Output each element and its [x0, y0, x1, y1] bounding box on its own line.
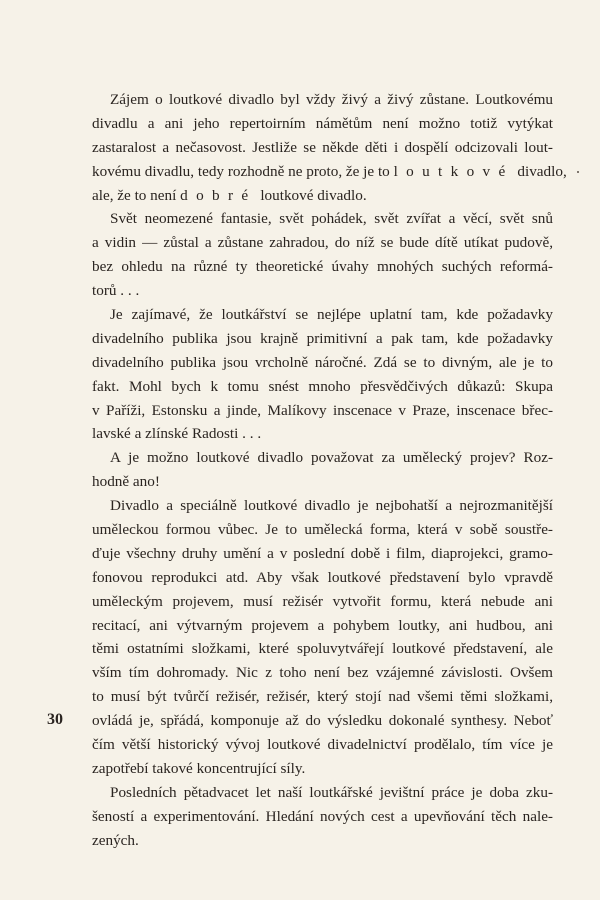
body-text — [92, 88, 567, 853]
text-line: zapotřebí takové koncentrující síly. — [92, 759, 306, 777]
text-line: fonovou reprodukci atd. Aby však loutkové představení bylo vpravdě — [92, 568, 553, 586]
text-line: čím větší historický vývoj loutkové divadelnictví prodělalo, tím více je — [92, 736, 553, 754]
text-line: bez ohledu na různé ty theoretické úvahy mnohých suchých reformá- — [92, 258, 553, 276]
print-speck — [577, 171, 579, 173]
text-line: to musí být tvůrčí režisér, režisér, který stojí nad všemi těmi složkami, — [92, 688, 553, 706]
text-line: Divadlo a speciálně loutkové divadlo je nejbohatší a nejrozmanitější — [110, 497, 553, 515]
text-line: lavské a zlínské Radosti . . . — [92, 425, 262, 443]
text-line: divadelního publika jsou vrcholně náročné. Zdá se to divným, ale je to — [92, 353, 553, 371]
text-line: torů . . . — [92, 282, 140, 300]
text-line: divadlu a ani jeho repertoirním námětům není možno totiž vytýkat — [92, 114, 553, 132]
paragraph — [92, 88, 567, 207]
text-line: šeností a experimentování. Hledání nových cest a upevňování těch nale- — [92, 807, 553, 825]
text-line: ďuje všechny druhy umění a v poslední době i film, diaprojekci, gramo- — [92, 544, 553, 562]
text-line: uměleckou formou vůbec. Je to umělecká forma, která v sobě soustře- — [92, 521, 553, 539]
paragraph — [92, 446, 553, 494]
text-line — [92, 184, 553, 208]
paragraph — [92, 207, 553, 303]
text-line: Posledních pětadvacet let naší loutkářské jevištní práce je doba zku- — [110, 783, 553, 801]
text-line — [92, 160, 567, 184]
text-line: v Paříži, Estonsku a jinde, Malíkovy inscenace v Praze, inscenace břec- — [92, 401, 553, 419]
text-line: zených. — [92, 831, 139, 849]
line-segment: loutkové divadlo. — [256, 186, 367, 204]
text-line: zastaralost a nečasovost. Jestliže se někde děti i dospělí odcizovali lout- — [92, 138, 553, 156]
text-line: a vidin — zůstal a zůstane zahradou, do níž se bude dítě utíkat pudově, — [92, 234, 553, 252]
text-line: recitací, ani výtvarným projevem a pohybem loutky, ani hudbou, ani — [92, 616, 553, 634]
page-number: 30 — [47, 711, 63, 728]
line-segment: ale, že to není — [92, 186, 181, 204]
paragraph — [92, 494, 553, 781]
text-line: A je možno loutkové divadlo považovat za umělecký projev? Roz- — [110, 449, 553, 467]
paragraph — [92, 781, 553, 853]
text-line: divadelního publika jsou krajně primitivní a pak tam, kde požadavky — [92, 329, 553, 347]
line-segment: divadlo, — [513, 162, 567, 180]
paragraph — [92, 303, 553, 446]
text-line: těmi ostatními složkami, které spoluvytvářejí loutkové představení, ale — [92, 640, 553, 658]
line-segment: kovému divadlu, tedy rozhodně ne proto, že je to — [92, 162, 394, 180]
text-line: Zájem o loutkové divadlo byl vždy živý a živý zůstane. Loutkovému — [110, 91, 553, 108]
text-line: fakt. Mohl bych k tomu snést mnoho přesvědčivých důkazů: Skupa — [92, 377, 553, 395]
text-line: ovládá je, spřádá, komponuje až do výsledku dokonalé synthesy. Neboť — [92, 712, 553, 730]
text-line: vším tím dohromady. Nic z toho není bez vzájemné závislosti. Ovšem — [92, 664, 553, 682]
spaced-emphasis: loutkové — [393, 162, 514, 180]
text-line: Je zajímavé, že loutkářství se nejlépe uplatní tam, kde požadavky — [110, 306, 553, 324]
text-line: uměleckým projevem, musí režisér vytvořit formu, která nebude ani — [92, 592, 553, 610]
text-line: Svět neomezené fantasie, svět pohádek, svět zvířat a věcí, svět snů — [110, 210, 553, 228]
text-line: hodně ano! — [92, 473, 160, 491]
spaced-emphasis: dobré — [180, 186, 257, 204]
